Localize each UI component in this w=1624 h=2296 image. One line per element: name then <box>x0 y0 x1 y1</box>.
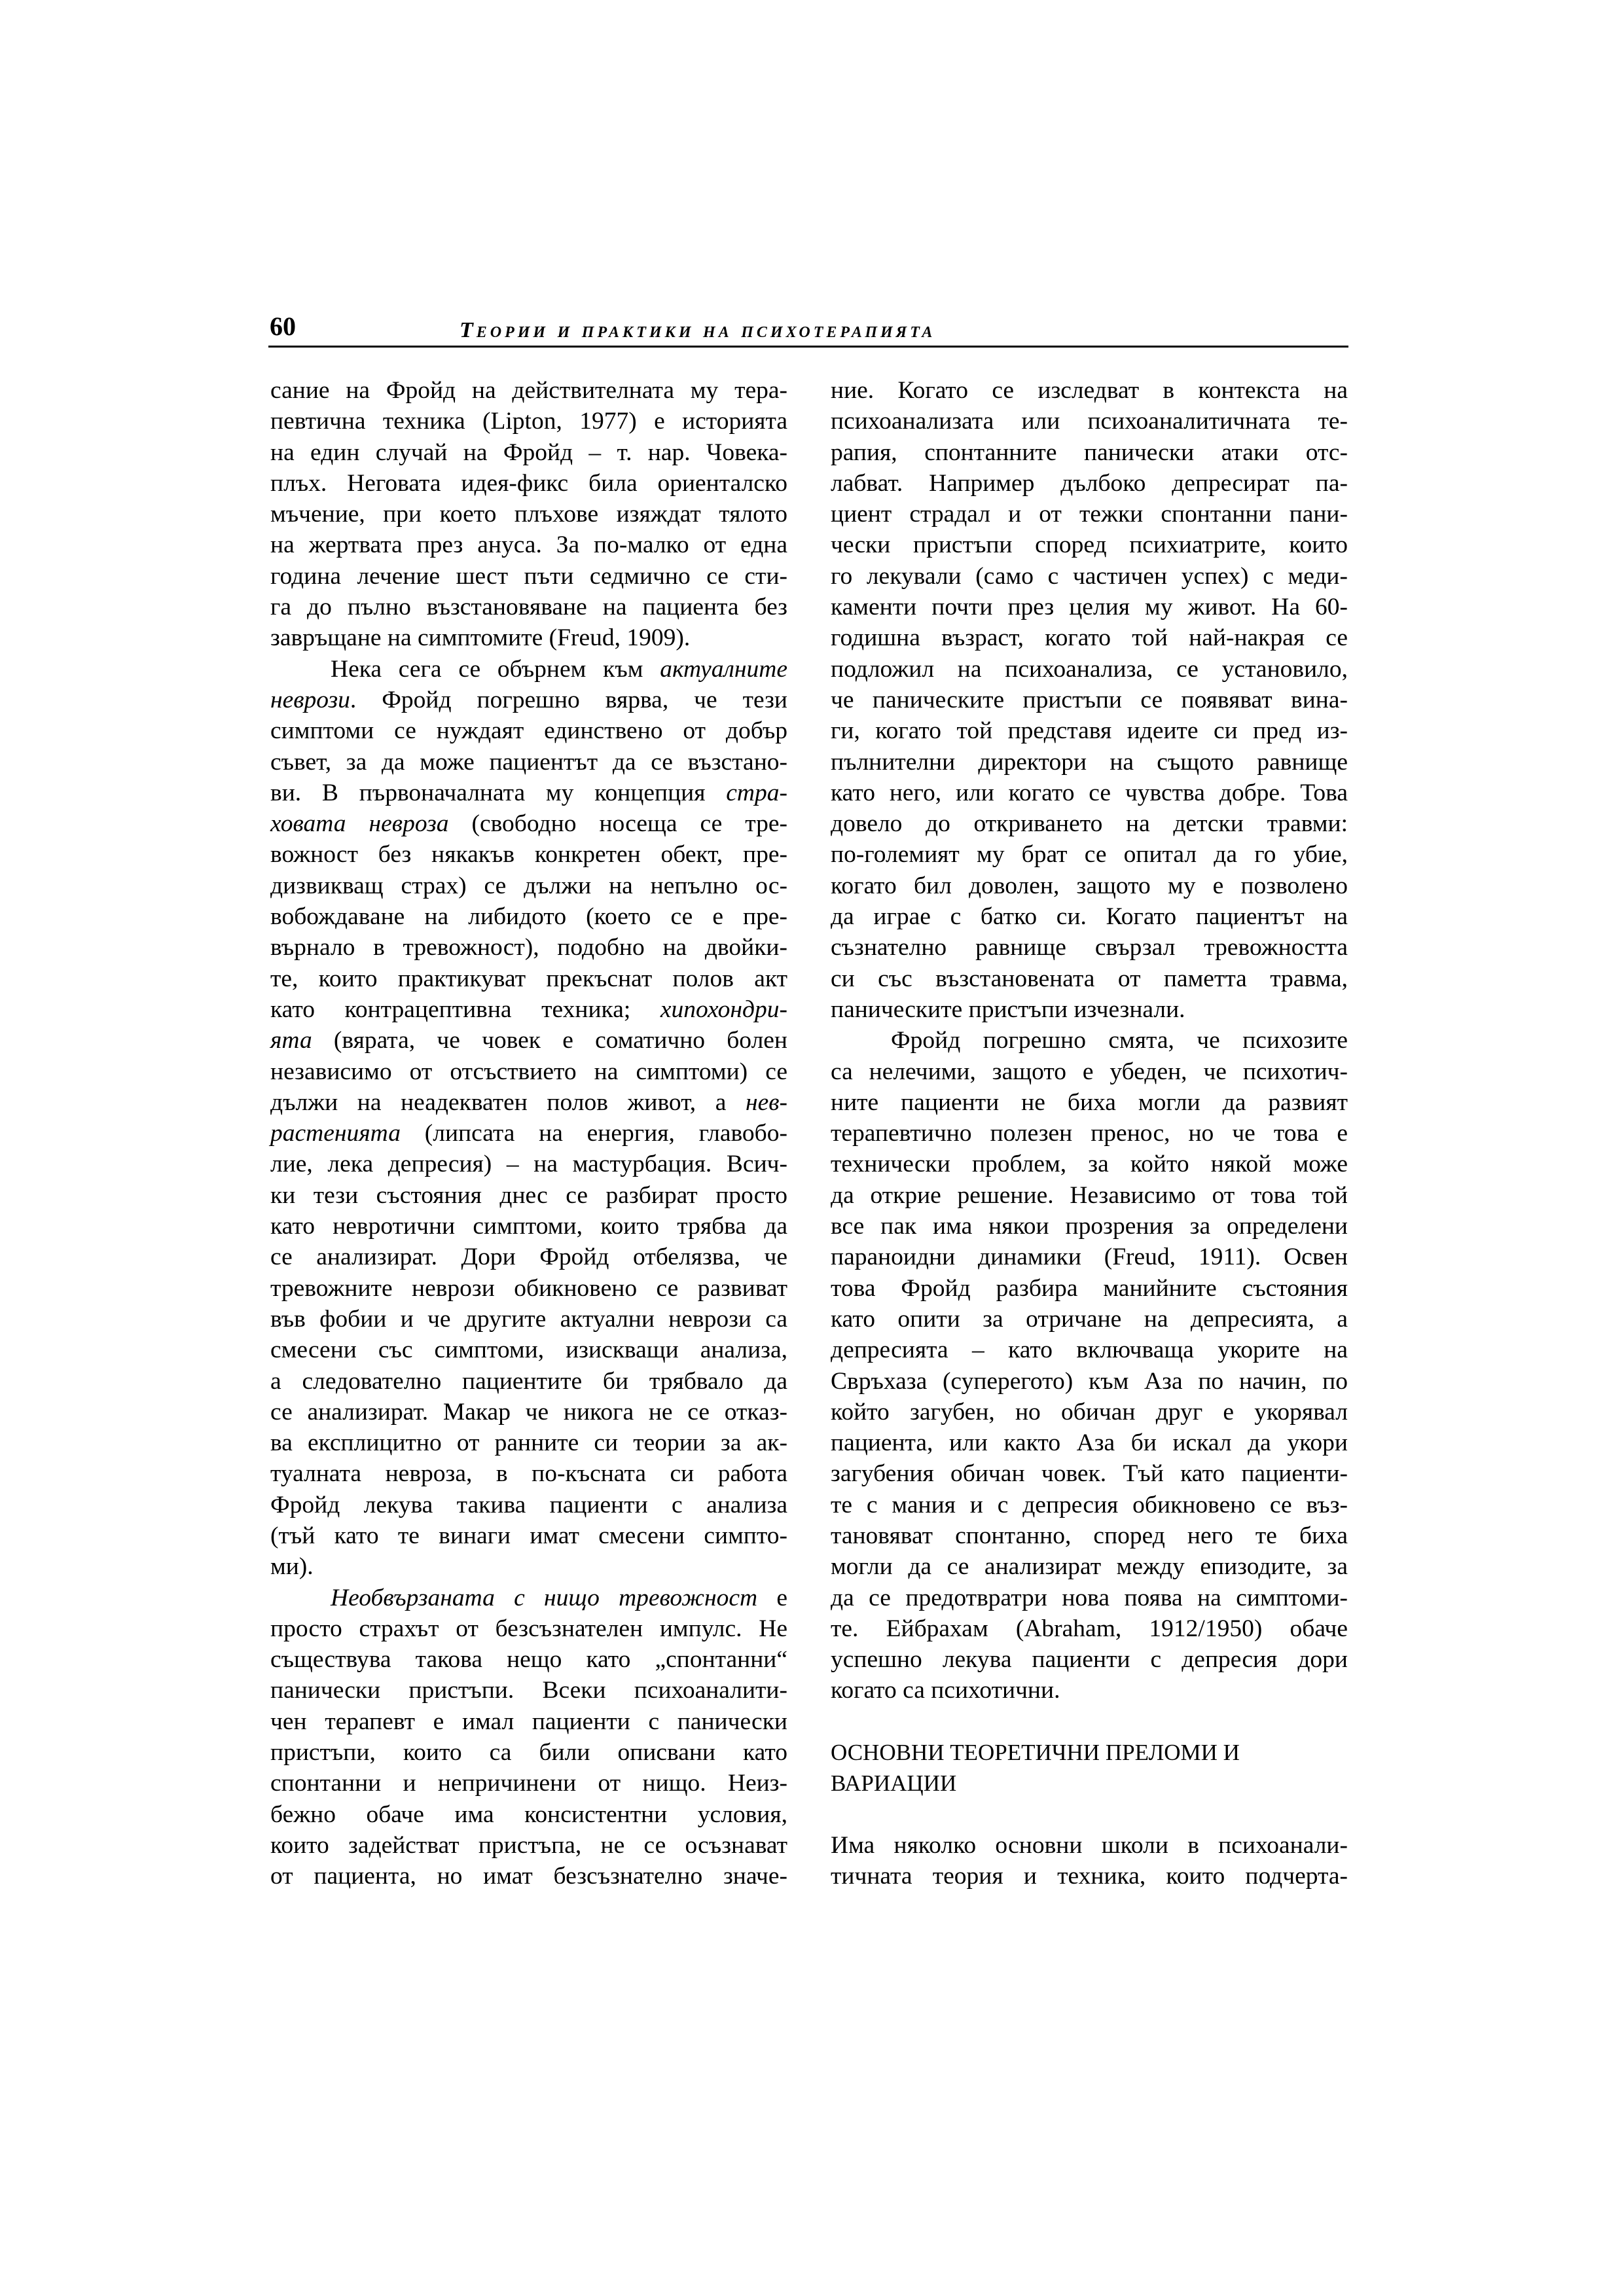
text-line: те, които практикуват прекъснат полов акт <box>270 965 787 992</box>
text-run: ви. В първоначалната му концепция <box>270 779 727 806</box>
text-line: те. Ейбрахам (Abraham, 1912/1950) обаче <box>831 1615 1348 1642</box>
text-line: довело до откриването на детски травми: <box>831 810 1348 838</box>
text-line: върнало в тревожност), подобно на двойки- <box>270 934 787 961</box>
text-line <box>270 1118 787 1149</box>
text-line: мъчение, при което плъхове изяждат тялото <box>270 501 787 528</box>
text-line: пълнителни директори на същото равнище <box>831 748 1348 776</box>
text-line: когато бил доволен, защото му е позволено <box>831 872 1348 899</box>
text-line: вожност без някакъв конкретен обект, пре- <box>270 841 787 869</box>
text-line: туалната невроза, в по-късната си работа <box>270 1460 787 1488</box>
emphasis-term: ховата невроза <box>270 810 449 838</box>
text-line: че паническите пристъпи се появяват вина- <box>831 686 1348 713</box>
running-title: Теории и практики на психотерапията <box>460 318 936 342</box>
text-line: лие, лека депресия) – на мастурбация. Всич- <box>270 1151 787 1178</box>
text-line <box>270 685 787 715</box>
text-line: загубения обичан човек. Тъй като пациенти- <box>831 1460 1348 1488</box>
text-line <box>270 1087 787 1118</box>
text-line: циент страдал и от тежки спонтанни пани- <box>831 501 1348 528</box>
text-line: психоанализата или психоаналитичната те- <box>831 408 1348 435</box>
text-line: годишна възраст, когато той най-накрая се <box>831 624 1348 652</box>
text-line: да играе с батко си. Когато пациентът на <box>831 903 1348 931</box>
emphasis-term: растенията <box>270 1120 401 1147</box>
text-line: симптоми се нуждаят единствено от добър <box>270 717 787 745</box>
text-line: по-големият му брат се опитал да го убие, <box>831 841 1348 869</box>
text-run: дължи на неадекватен полов живот, а <box>270 1088 746 1116</box>
text-run: (свободно носеща се тре- <box>448 810 787 838</box>
text-line <box>270 808 787 839</box>
text-line: лабват. Например дълбоко депресират па- <box>831 469 1348 497</box>
text-line: да се предотвратри нова поява на симптоми- <box>831 1584 1348 1611</box>
text-line: дизвикващ страх) се дължи на непълно ос- <box>270 872 787 899</box>
text-line: ва експлицитно от ранните си теории за ак- <box>270 1429 787 1457</box>
text-run: е <box>757 1584 787 1611</box>
text-line: подложил на психоанализа, се установило, <box>831 655 1348 683</box>
emphasis-term: стра- <box>726 779 787 806</box>
text-run: . Фройд погрешно вярва, че тези <box>350 686 787 713</box>
text-line: когато са психотични. <box>831 1677 1060 1704</box>
text-line: могли да се анализират между епизодите, за <box>831 1553 1348 1581</box>
text-line: се анализират. Макар че никога не се отказ- <box>270 1398 787 1426</box>
section-spacer <box>831 1706 1348 1737</box>
right-text-column <box>831 375 1348 1892</box>
text-line: на жертвата през ануса. За по-малко от една <box>270 531 787 559</box>
text-line: Има няколко основни школи в психоанали- <box>831 1831 1348 1859</box>
text-line: чен терапевт е имал пациенти с панически <box>270 1708 787 1735</box>
section-spacer <box>831 1799 1348 1830</box>
text-line: на един случай на Фройд – т. нар. Човека- <box>270 439 787 466</box>
text-line: като невротични симптоми, които трябва да <box>270 1213 787 1240</box>
text-line: това Фройд разбира манийните състояния <box>831 1274 1348 1302</box>
text-line: тревожните неврози обикновено се развиват <box>270 1274 787 1302</box>
text-line: бежно обаче има консистентни условия, <box>270 1801 787 1828</box>
text-line: съвет, за да може пациентът да се възстано- <box>270 748 787 776</box>
text-line: са нелечими, защото е убеден, че психотич- <box>831 1058 1348 1085</box>
text-line: сание на Фройд на действителната му тера- <box>270 377 787 404</box>
text-line: плъх. Неговата идея-фикс била ориенталско <box>270 469 787 497</box>
text-line: певтична техника (Lipton, 1977) е историята <box>270 408 787 435</box>
text-line: тичната теория и техника, които подчерта- <box>831 1863 1348 1890</box>
text-line: да открие решение. Независимо от това той <box>831 1181 1348 1209</box>
left-text-column <box>270 375 787 1892</box>
text-line <box>270 1583 787 1613</box>
text-line: ги, когато той представя идеите си пред из- <box>831 717 1348 745</box>
page-header <box>268 312 1348 348</box>
text-line: смесени със симптоми, изискващи анализа, <box>270 1336 787 1364</box>
emphasis-term: нев- <box>745 1088 787 1116</box>
text-line: просто страхът от безсъзнателен импулс. Не <box>270 1615 787 1642</box>
text-line: си със възстановената от паметта травма, <box>831 965 1348 992</box>
text-line: завръщане на симптомите (Freud, 1909). <box>270 624 691 652</box>
text-line: година лечение шест пъти седмично се сти- <box>270 562 787 590</box>
text-line: които задействат пристъпа, не се осъзнават <box>270 1831 787 1859</box>
text-line: а следователно пациентите би трябвало да <box>270 1367 787 1395</box>
text-run: (вярата, че човек е соматично болен <box>312 1027 787 1054</box>
text-line: тановяват спонтанно, според него те биха <box>831 1522 1348 1549</box>
text-line <box>270 994 787 1025</box>
text-line: чески пристъпи според психиатрите, които <box>831 531 1348 559</box>
text-line: пристъпи, които са били описвани като <box>270 1739 787 1767</box>
text-line: вобождаване на либидото (което се е пре- <box>270 903 787 931</box>
text-line: във фобии и че другите актуални неврози са <box>270 1305 787 1333</box>
section-heading: ОСНОВНИ ТЕОРЕТИЧНИ ПРЕЛОМИ И <box>831 1740 1240 1766</box>
text-line: Фройд лекува такива пациенти с анализа <box>270 1491 787 1518</box>
section-heading: ВАРИАЦИИ <box>831 1770 957 1797</box>
text-line: все пак има някои прозрения за определени <box>831 1213 1348 1240</box>
text-line: съществува такова нещо като „спонтанни“ <box>270 1646 787 1674</box>
text-line: ните пациенти не биха могли да развият <box>831 1088 1348 1116</box>
text-line: ми). <box>270 1553 314 1581</box>
text-line: Фройд погрешно смята, че психозите <box>891 1027 1348 1054</box>
text-line: депресията – като включваща укорите на <box>831 1336 1348 1364</box>
emphasis-term: актуалните <box>660 655 787 683</box>
text-line: технически проблем, за който някой може <box>831 1151 1348 1178</box>
text-line: успешно лекува пациенти с депресия дори <box>831 1646 1348 1674</box>
text-line: спонтанни и непричинени от нищо. Неиз- <box>270 1770 787 1797</box>
emphasis-term: хипохондри- <box>660 996 787 1023</box>
text-line <box>270 778 787 808</box>
text-run: Нека сега се обърнем към <box>331 655 660 683</box>
text-line: го лекували (само с частичен успех) с меди- <box>831 562 1348 590</box>
text-line: те с мания и с депресия обикновено се въз- <box>831 1491 1348 1518</box>
text-line: параноидни динамики (Freud, 1911). Освен <box>831 1244 1348 1271</box>
text-line: терапевтично полезен пренос, но че това е <box>831 1120 1348 1147</box>
text-line: панически пристъпи. Всеки психоаналити- <box>270 1677 787 1704</box>
page-number: 60 <box>270 312 296 341</box>
emphasis-term: неврози <box>270 686 350 713</box>
text-line: ки тези състояния днес се разбират просто <box>270 1181 787 1209</box>
emphasis-term: Необвързаната с нищо тревожност <box>331 1584 758 1611</box>
text-line: независимо от отсъствието на симптоми) се <box>270 1058 787 1085</box>
text-line: който загубен, но обичан друг е укорявал <box>831 1398 1348 1426</box>
text-line: каменти почти през целия му живот. На 60- <box>831 594 1348 621</box>
text-line: Свръхаза (суперегото) към Аза по начин, по <box>831 1367 1348 1395</box>
text-line: от пациента, но имат безсъзнателно значе- <box>270 1863 787 1890</box>
text-run: (липсата на енергия, главобо- <box>400 1120 787 1147</box>
text-line: пациента, или както Аза би искал да укори <box>831 1429 1348 1457</box>
text-line <box>270 654 787 685</box>
text-line: га до пълно възстановяване на пациента без <box>270 594 787 621</box>
text-line: (тъй като те винаги имат смесени симпто- <box>270 1522 787 1549</box>
text-line: като него, или когато се чувства добре. Това <box>831 779 1348 806</box>
text-line: ние. Когато се изследват в контекста на <box>831 377 1348 404</box>
text-run: като контрацептивна техника; <box>270 996 660 1023</box>
text-line: съзнателно равнище свързал тревожността <box>831 934 1348 961</box>
text-line: паническите пристъпи изчезнали. <box>831 996 1185 1023</box>
text-line: се анализират. Дори Фройд отбелязва, че <box>270 1244 787 1271</box>
emphasis-term: ята <box>270 1027 312 1054</box>
text-line: рапия, спонтанните панически атаки отс- <box>831 439 1348 466</box>
text-line: като опити за отричане на депресията, а <box>831 1305 1348 1333</box>
text-line <box>270 1025 787 1056</box>
